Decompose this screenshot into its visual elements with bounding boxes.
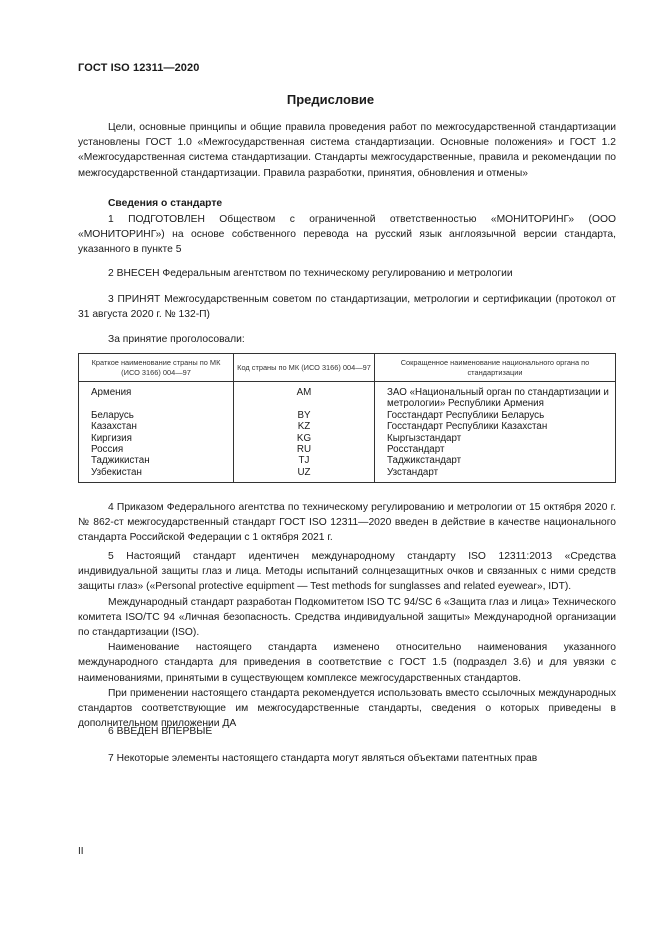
table-cell-code: AM [234,382,375,410]
table-cell-code: KG [234,433,375,444]
item-5-title-change: Наименование настоящего стандарта изменено относительно наименования указанного международного стандарта для приведения в соответствие с ГОСТ 1.5 (подраздел 3.6) и для увязки с наименованиями, принятыми в существующем комплексе межгосударственных стандартов. [78,642,616,684]
table-cell-code: BY [234,410,375,421]
item-2-paragraph: 2 ВНЕСЕН Федеральным агентством по техническому регулированию и метрологии [108,268,513,279]
page-number: II [78,846,84,857]
table-cell-country: Россия [79,444,234,455]
voting-table [78,353,616,483]
table-cell-country: Таджикистан [79,455,234,466]
table-cell-body: Кыргызстандарт [375,433,616,444]
item-1-paragraph: 1 ПОДГОТОВЛЕН Обществом с ограниченной ответственностью «МОНИТОРИНГ» (ООО «МОНИТОРИНГ») на основе собственного перевода на русский язык англоязычной версии стандарта, указанного в пункте 5 [78,214,616,256]
table-cell-country: Узбекистан [79,467,234,483]
table-cell-body: Госстандарт Республики Беларусь [375,410,616,421]
item-5-paragraphs [78,549,616,731]
table-cell-code: UZ [234,467,375,483]
item-5-references: При применении настоящего стандарта рекомендуется использовать вместо ссылочных международных стандартов соответствующие им межгосударственные стандарты, сведения о которых приведены в дополнительном приложении ДА [78,687,616,730]
table-cell-code: TJ [234,455,375,466]
table-cell-code: KZ [234,421,375,432]
page-title: Предисловие [286,92,375,107]
item-3-paragraph: 3 ПРИНЯТ Межгосударственным советом по стандартизации, метрологии и сертификации (протокол от 31 августа 2020 г. № 132-П) [78,294,616,321]
item-6-paragraph: 6 ВВЕДЕН ВПЕРВЫЕ [108,726,213,737]
table-row [79,410,616,421]
table-header-code: Код страны по МК (ИСО 3166) 004—97 [234,354,375,382]
section-heading: Сведения о стандарте [108,198,223,209]
table-cell-code: RU [234,444,375,455]
table-cell-body: Госстандарт Республики Казахстан [375,421,616,432]
table-cell-body: Таджикстандарт [375,455,616,466]
item-7-paragraph: 7 Некоторые элементы настоящего стандарта могут являться объектами патентных прав [108,753,538,764]
item-5-identity: 5 Настоящий стандарт идентичен международному стандарту ISO 12311:2013 «Средства индивидуальной защиты глаз и лица. Методы испытаний солнцезащитных очков и связанных с ними средств защиты глаз» («Personal protective equipment — Test methods for sunglasses and related eyewear», IDT). [78,551,616,593]
document-code-header: ГОСТ ISO 12311—2020 [78,62,200,74]
table-cell-body: Росстандарт [375,444,616,455]
intro-paragraph: Цели, основные принципы и общие правила проведения работ по межгосударственной стандартизации установлены ГОСТ 1.0 «Межгосударственная система стандартизации. Основные положения» и ГОСТ 1.2 «Межгосударственная система стандартизации. Стандарты межгосударственные, правила и рекомендации по межгосударственной стандартизации. Правила разработки, принятия, обновления и отмены» [78,122,616,179]
table-row [79,467,616,483]
table-cell-country: Беларусь [79,410,234,421]
table-cell-country: Казахстан [79,421,234,432]
table-row [79,444,616,455]
table-row [79,382,616,410]
table-header-country: Краткое наименование страны по МК (ИСО 3166) 004—97 [79,354,234,382]
table-cell-country: Киргизия [79,433,234,444]
table-row [79,433,616,444]
item-5-developer: Международный стандарт разработан Подкомитетом ISO TC 94/SC 6 «Защита глаз и лица» Технического комитета ISO/TC 94 «Личная безопасность. Средства индивидуальной защиты» Международной организации по стандартизации (ISO). [78,596,616,639]
item-4-paragraph: 4 Приказом Федерального агентства по техническому регулированию и метрологии от 15 октября 2020 г. № 862-ст межгосударственный стандарт ГОСТ ISO 12311—2020 введен в действие в качестве национального стандарта Российской Федерации с 1 октября 2021 г. [78,502,616,544]
table-cell-country: Армения [79,382,234,410]
table-cell-body: ЗАО «Национальный орган по стандартизации и метрологии» Республики Армения [375,382,616,410]
vote-caption: За принятие проголосовали: [108,334,245,345]
table-cell-body: Узстандарт [375,467,616,483]
table-row [79,421,616,432]
table-header-body: Сокращенное наименование национального органа по стандартизации [375,354,616,382]
table-row [79,455,616,466]
table-header-row [79,354,616,382]
